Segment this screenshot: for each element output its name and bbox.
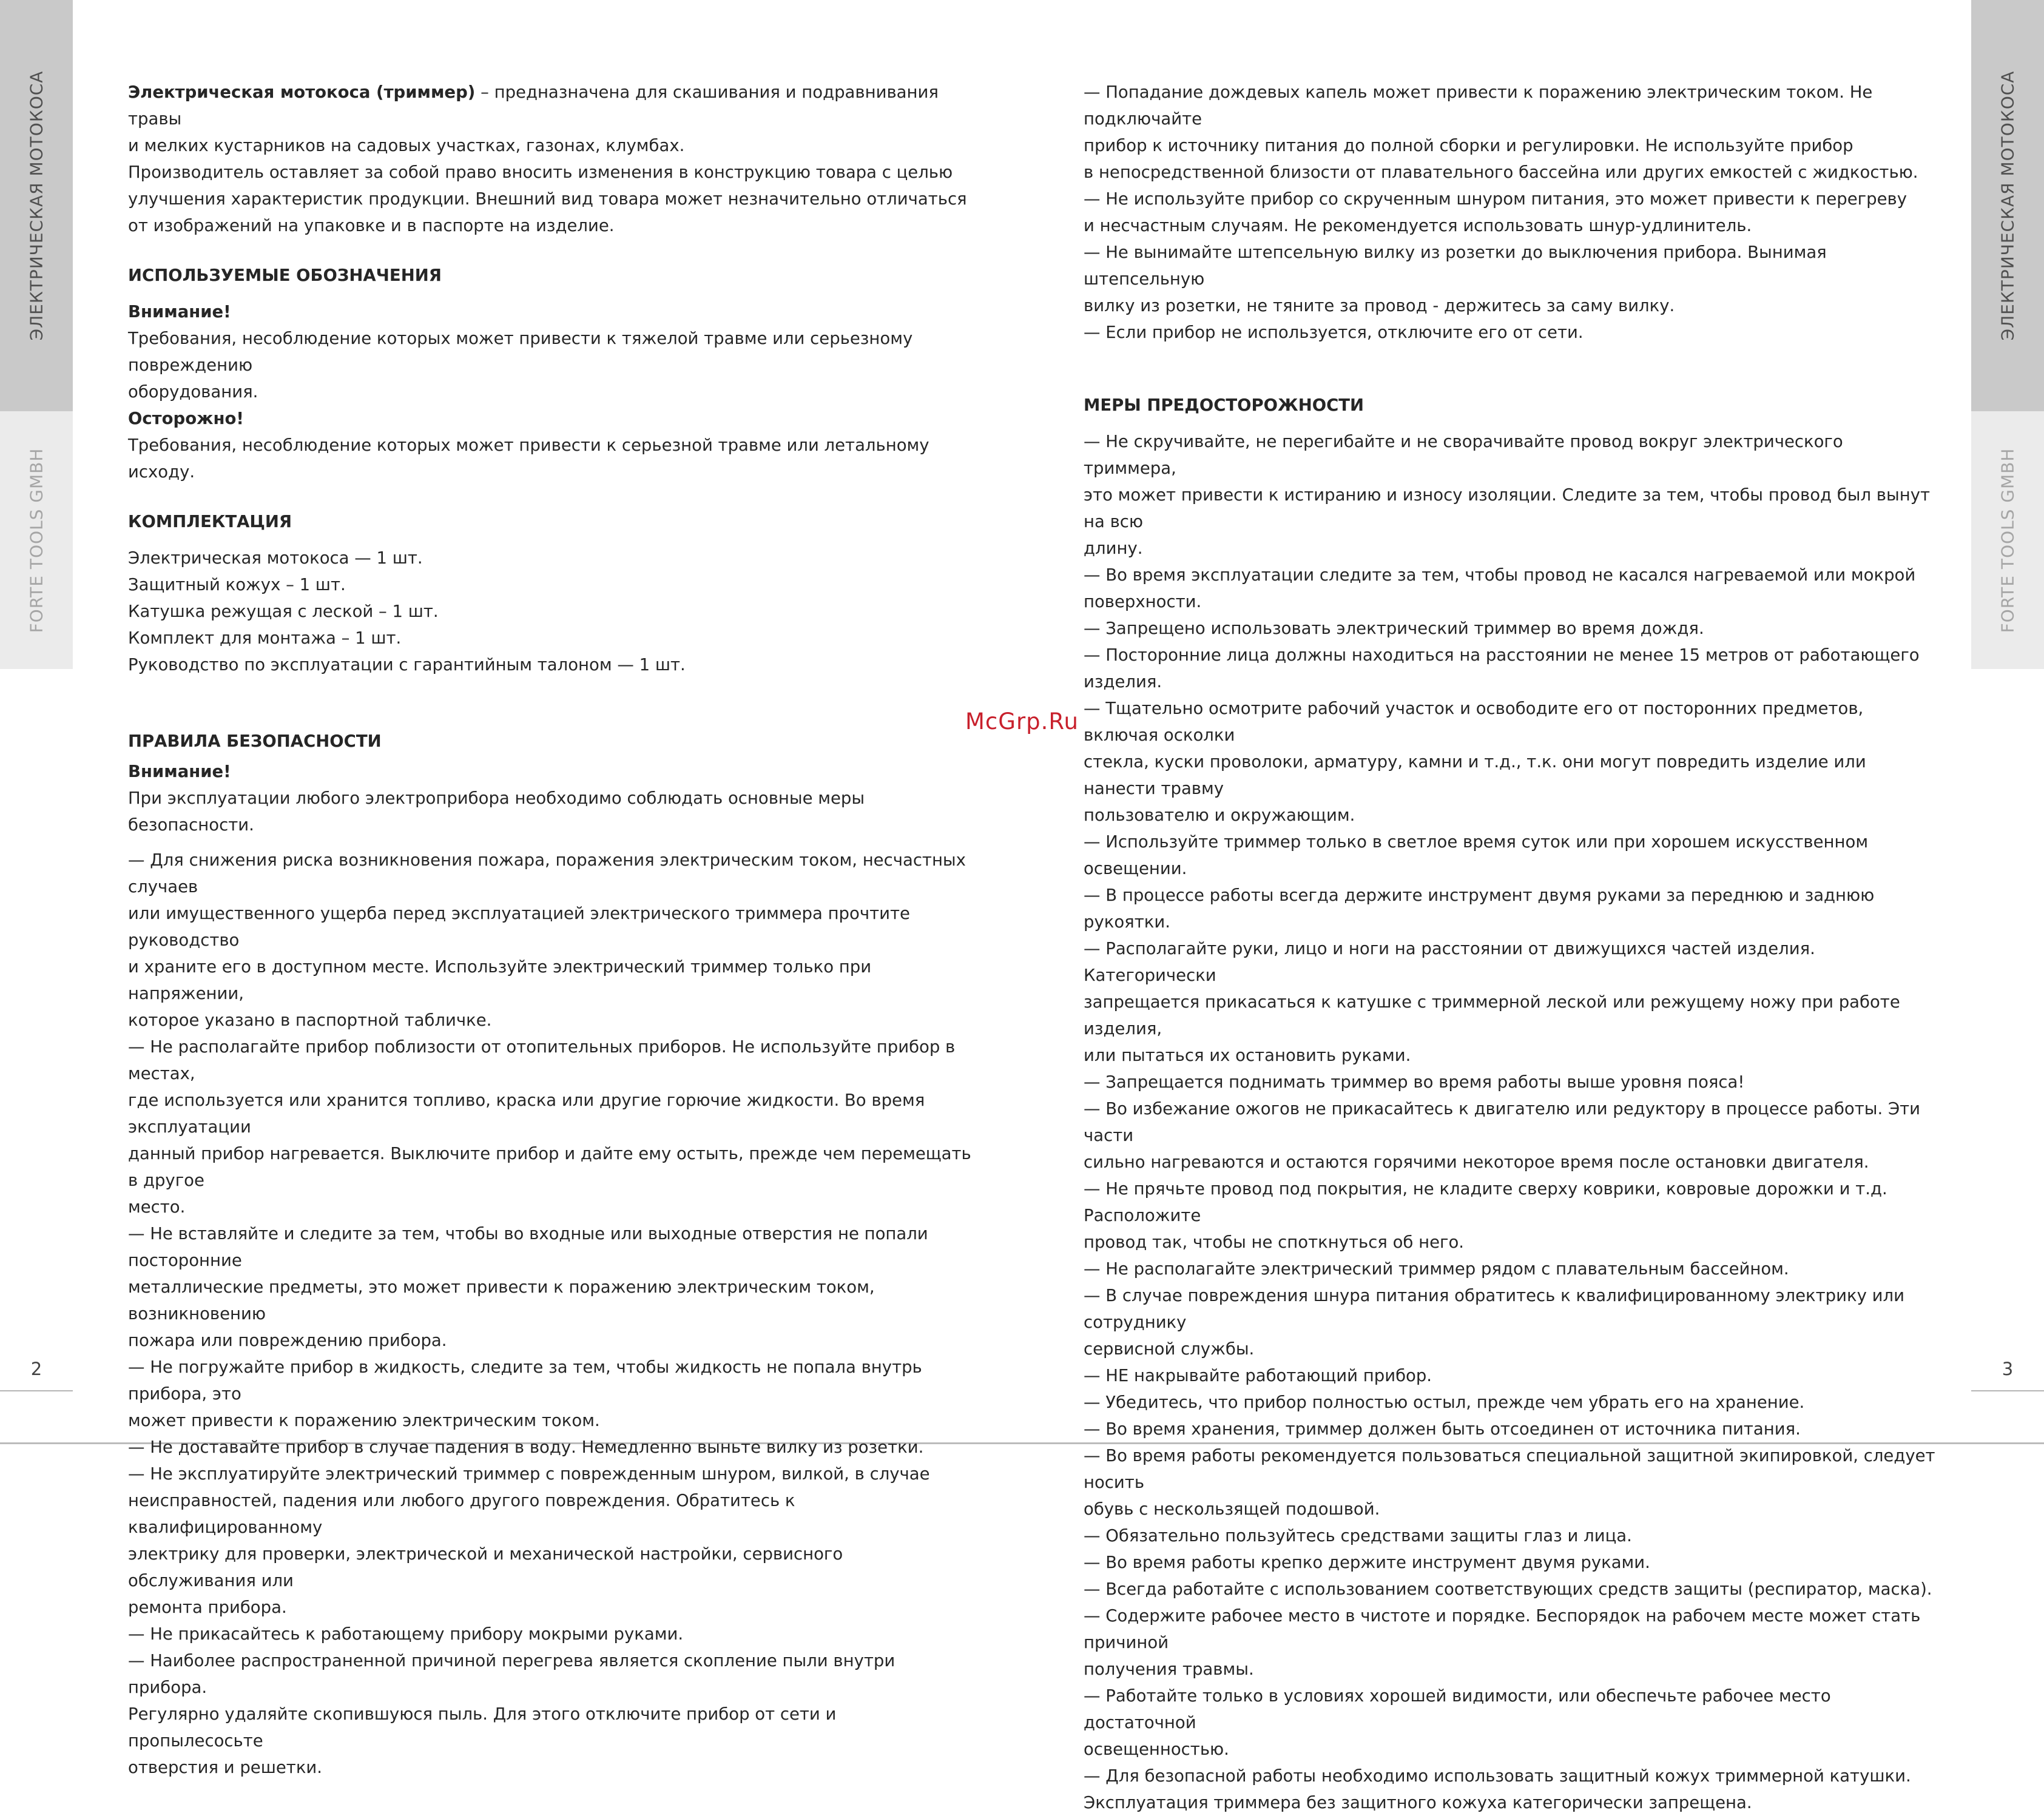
right-page-column — [1084, 79, 1939, 1816]
intro-line: – предназначена для скашивания и подравнивания травы — [128, 82, 939, 129]
precaution-line: — Во избежание ожогов не прикасайтесь к двигателю или редуктору в процессе работы. Эти части — [1084, 1099, 1921, 1145]
package-item: Защитный кожух – 1 шт. — [128, 575, 346, 594]
safety-line: может привести к поражению электрическим током. — [128, 1411, 600, 1430]
precaution-line: получения травмы. — [1084, 1660, 1254, 1679]
precaution-line: — Во время эксплуатации следите за тем, чтобы провод не касался нагреваемой или мокрой — [1084, 565, 1916, 585]
attention-text: Требования, несоблюдение которых может привести к тяжелой травме или серьезному повреждению — [128, 329, 913, 375]
precaution-line: — Тщательно осмотрите рабочий участок и освободите его от посторонних предметов, включая осколки — [1084, 699, 1864, 745]
precaution-line: — Для безопасной работы необходимо использовать защитный кожух триммерной катушки. — [1084, 1766, 1911, 1786]
attention-text: оборудования. — [128, 382, 258, 402]
safety-line: — Для снижения риска возникновения пожара, поражения электрическим током, несчастных случаев — [128, 850, 966, 896]
symbols-section — [128, 262, 971, 485]
precaution-line: — Не скручивайте, не перегибайте и не сворачивайте провод вокруг электрического триммера, — [1084, 432, 1843, 478]
safety-line: — Попадание дождевых капель может привести к поражению электрическим током. Не подключайте — [1084, 82, 1873, 129]
safety-line: которое указано в паспортной табличке. — [128, 1011, 492, 1030]
safety-line: — Если прибор не используется, отключите его от сети. — [1084, 323, 1584, 342]
package-item: Электрическая мотокоса — 1 шт. — [128, 548, 423, 568]
package-item: Комплект для монтажа – 1 шт. — [128, 628, 402, 648]
package-item: Катушка режущая с леской – 1 шт. — [128, 602, 439, 621]
precaution-line: сильно нагреваются и остаются горячими некоторое время после остановки двигателя. — [1084, 1152, 1869, 1172]
page-number-rule-left — [0, 1390, 73, 1391]
safety-section — [128, 728, 971, 1781]
precaution-line: сервисной службы. — [1084, 1339, 1255, 1359]
precaution-line: — Во время работы крепко держите инструмент двумя руками. — [1084, 1553, 1650, 1572]
precaution-line: — Располагайте руки, лицо и ноги на расстоянии от движущихся частей изделия. Категорически — [1084, 939, 1815, 985]
precaution-line: — Не располагайте электрический триммер рядом с плавательным бассейном. — [1084, 1259, 1789, 1279]
safety-line: неисправностей, падения или любого другого повреждения. Обратитесь к квалифицированному — [128, 1491, 795, 1537]
precaution-line: пользователю и окружающим. — [1084, 805, 1355, 825]
intro-line: и мелких кустарников на садовых участках, газонах, клумбах. — [128, 136, 685, 155]
safety-line: — Наиболее распространенной причиной перегрева является скопление пыли внутри прибора. — [128, 1651, 896, 1697]
precaution-line: обувь с нескользящей подошвой. — [1084, 1499, 1380, 1519]
safety-line: где используется или хранится топливо, краска или другие горючие жидкости. Во время эксплуатации — [128, 1091, 925, 1137]
safety-line: — Не эксплуатируйте электрический триммер с поврежденным шнуром, вилкой, в случае — [128, 1464, 930, 1484]
precaution-line: — Используйте триммер только в светлое время суток или при хорошем искусственном освещении. — [1084, 832, 1869, 878]
section-heading-symbols: ИСПОЛЬЗУЕМЫЕ ОБОЗНАЧЕНИЯ — [128, 266, 442, 285]
attention-label: Внимание! — [128, 762, 231, 781]
caution-label: Осторожно! — [128, 409, 244, 428]
precautions-section — [1084, 392, 1939, 1816]
safety-line: — Не располагайте прибор поблизости от отопительных приборов. Не используйте прибор в местах, — [128, 1037, 956, 1083]
safety-line: — Не вставляйте и следите за тем, чтобы во входные или выходные отверстия не попали посторонние — [128, 1224, 928, 1270]
safety-line: прибор к источнику питания до полной сборки и регулировки. Не используйте прибор — [1084, 136, 1853, 155]
page-number-right: 3 — [2002, 1359, 2014, 1379]
precaution-line: — Во время работы рекомендуется пользоваться специальной защитной экипировкой, следует носить — [1084, 1446, 1935, 1492]
precaution-line: — Не прячьте провод под покрытия, не кладите сверху коврики, ковровые дорожки и т.д. Расположите — [1084, 1179, 1887, 1225]
precaution-line: — В процессе работы всегда держите инструмент двумя руками за переднюю и заднюю рукоятки. — [1084, 886, 1875, 932]
section-heading-safety: ПРАВИЛА БЕЗОПАСНОСТИ — [128, 731, 382, 751]
safety-continued — [1084, 79, 1939, 346]
attention-text: При эксплуатации любого электроприбора необходимо соблюдать основные меры безопасности. — [128, 789, 865, 835]
safety-line: — Не вынимайте штепсельную вилку из розетки до выключения прибора. Вынимая штепсельную — [1084, 243, 1827, 289]
precaution-line: или пытаться их остановить руками. — [1084, 1046, 1411, 1065]
precaution-line: — Обязательно пользуйтесь средствами защиты глаз и лица. — [1084, 1526, 1632, 1545]
precaution-line: — Запрещено использовать электрический триммер во время дождя. — [1084, 619, 1704, 638]
page-number-rule-right — [1971, 1390, 2044, 1391]
precaution-line: освещенностью. — [1084, 1740, 1229, 1759]
safety-line: пожара или повреждению прибора. — [128, 1331, 447, 1350]
safety-line: или имущественного ущерба перед эксплуатацией электрического триммера прочтите руководство — [128, 904, 910, 950]
precaution-line: длину. — [1084, 539, 1143, 558]
precaution-line: поверхности. — [1084, 592, 1202, 611]
safety-line: металлические предметы, это может привести к поражению электрическим током, возникновению — [128, 1277, 875, 1323]
side-tab-product-right — [1971, 0, 2044, 411]
manufacturer-note — [128, 159, 971, 239]
section-heading-package: КОМПЛЕКТАЦИЯ — [128, 512, 292, 531]
attention-label: Внимание! — [128, 302, 231, 321]
side-tab-product-left — [0, 0, 73, 411]
side-tab-product-label: ЭЛЕКТРИЧЕСКАЯ МОТОКОСА — [26, 70, 47, 341]
page-number-left: 2 — [30, 1359, 42, 1379]
precaution-line: это может привести к истиранию и износу изоляции. Следите за тем, чтобы провод был вынут на всю — [1084, 485, 1930, 531]
safety-line: и несчастным случаям. Не рекомендуется использовать шнур-удлинитель. — [1084, 216, 1752, 235]
precaution-line: стекла, куски проволоки, арматуру, камни и т.д., т.к. они могут повредить изделие или нанести травму — [1084, 752, 1866, 798]
side-tab-brand-label: FORTE TOOLS GMBH — [1997, 448, 2018, 633]
safety-line: место. — [128, 1197, 186, 1217]
precaution-line: — Убедитесь, что прибор полностью остыл, прежде чем убрать его на хранение. — [1084, 1393, 1805, 1412]
safety-line: — Не доставайте прибор в случае падения в воду. Немедленно выньте вилку из розетки. — [128, 1438, 924, 1457]
side-tab-product-label: ЭЛЕКТРИЧЕСКАЯ МОТОКОСА — [1997, 70, 2018, 341]
safety-line: отверстия и решетки. — [128, 1758, 323, 1777]
safety-line: и храните его в доступном месте. Используйте электрический триммер только при напряжении, — [128, 957, 872, 1003]
precaution-line: — Содержите рабочее место в чистоте и порядке. Беспорядок на рабочем месте может стать причиной — [1084, 1606, 1921, 1652]
package-section — [128, 508, 971, 678]
precaution-line: — В случае повреждения шнура питания обратитесь к квалифицированному электрику или сотруднику — [1084, 1286, 1904, 1332]
precaution-line: — Посторонние лица должны находиться на расстоянии не менее 15 метров от работающего изделия. — [1084, 645, 1920, 691]
safety-line: электрику для проверки, электрической и механической настройки, сервисного обслуживания или — [128, 1544, 843, 1590]
side-tab-brand-label: FORTE TOOLS GMBH — [26, 448, 47, 633]
watermark: McGrp.Ru — [965, 708, 1079, 735]
intro-title: Электрическая мотокоса (триммер) — [128, 82, 476, 102]
safety-line: данный прибор нагревается. Выключите прибор и дайте ему остыть, прежде чем перемещать в другое — [128, 1144, 971, 1190]
precaution-line: провод так, чтобы не споткнуться об него. — [1084, 1233, 1465, 1252]
manufacturer-note-line: Производитель оставляет за собой право вносить изменения в конструкцию товара с целью — [128, 163, 953, 182]
precaution-line: Эксплуатация триммера без защитного кожуха категорически запрещена. — [1084, 1793, 1752, 1812]
left-page-column — [128, 79, 971, 1781]
safety-line: в непосредственной близости от плавательного бассейна или других емкостей с жидкостью. — [1084, 163, 1918, 182]
caution-text: Требования, несоблюдение которых может привести к серьезной травме или летальному исходу. — [128, 436, 929, 482]
manufacturer-note-line: от изображений на упаковке и в паспорте на изделие. — [128, 216, 615, 235]
intro-paragraph — [128, 79, 971, 155]
package-item: Руководство по эксплуатации с гарантийным талоном — 1 шт. — [128, 655, 686, 674]
precaution-line: — Всегда работайте с использованием соответствующих средств защиты (респиратор, маска). — [1084, 1579, 1932, 1599]
precaution-line: — Во время хранения, триммер должен быть отсоединен от источника питания. — [1084, 1419, 1801, 1439]
safety-line: — Не прикасайтесь к работающему прибору мокрыми руками. — [128, 1624, 684, 1644]
section-heading-precautions: МЕРЫ ПРЕДОСТОРОЖНОСТИ — [1084, 395, 1364, 415]
manufacturer-note-line: улучшения характеристик продукции. Внешний вид товара может незначительно отличаться — [128, 189, 967, 209]
safety-line: ремонта прибора. — [128, 1598, 287, 1617]
safety-line: — Не погружайте прибор в жидкость, следите за тем, чтобы жидкость не попала внутрь прибора, это — [128, 1357, 922, 1404]
precaution-line: — Работайте только в условиях хорошей видимости, или обеспечьте рабочее место достаточной — [1084, 1686, 1831, 1732]
precaution-line: — НЕ накрывайте работающий прибор. — [1084, 1366, 1432, 1385]
safety-line: Регулярно удаляйте скопившуюся пыль. Для этого отключите прибор от сети и пропылесосьте — [128, 1704, 837, 1750]
precaution-line: — Запрещается поднимать триммер во время работы выше уровня пояса! — [1084, 1072, 1745, 1092]
safety-line: — Не используйте прибор со скрученным шнуром питания, это может привести к перегреву — [1084, 189, 1907, 209]
safety-line: вилку из розетки, не тяните за провод - держитесь за саму вилку. — [1084, 296, 1675, 315]
side-tab-brand-left — [0, 411, 73, 669]
side-tab-brand-right — [1971, 411, 2044, 669]
precaution-line: запрещается прикасаться к катушке с триммерной леской или режущему ножу при работе изделия, — [1084, 992, 1900, 1038]
